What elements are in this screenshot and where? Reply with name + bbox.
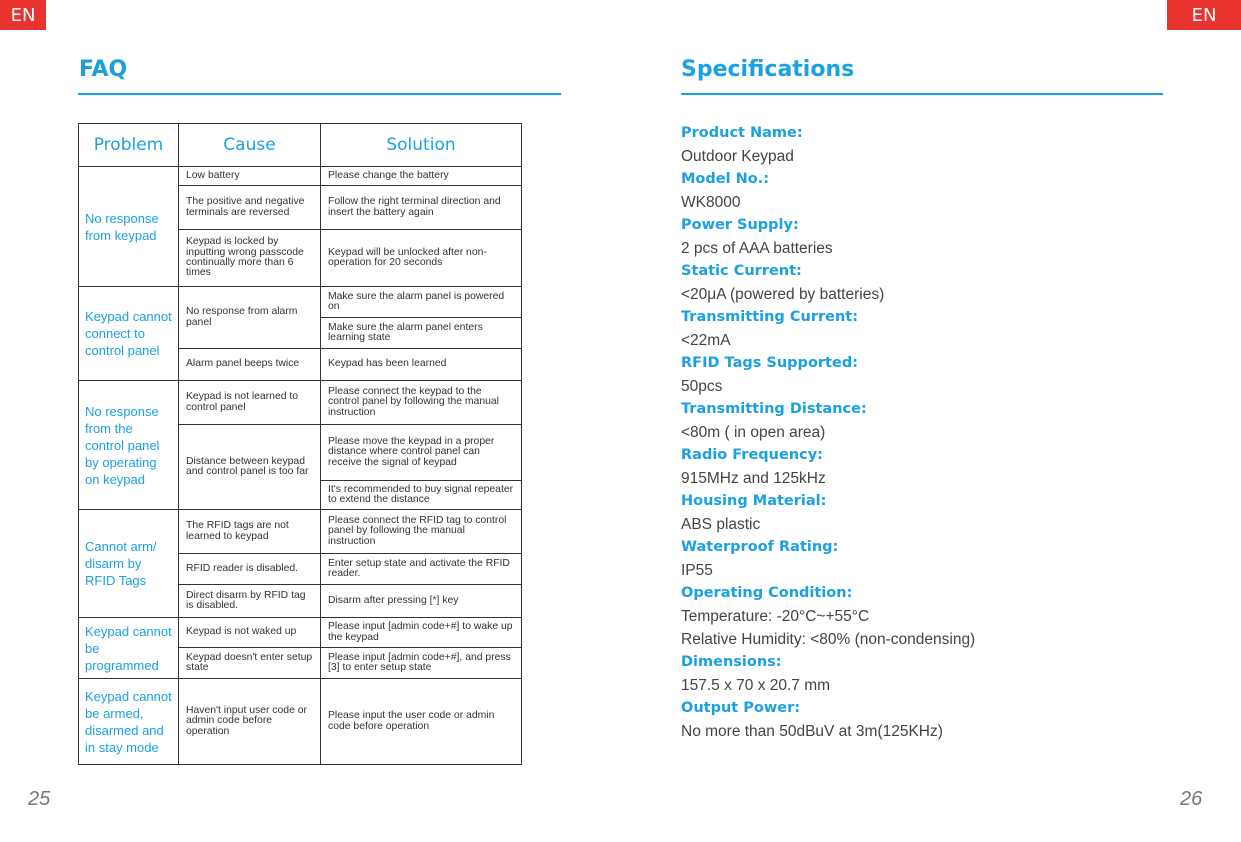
spec-value: IP55 — [681, 562, 713, 579]
table-row — [79, 381, 522, 425]
spec-value: 157.5 x 70 x 20.7 mm — [681, 677, 831, 694]
spec-value: ABS plastic — [681, 516, 761, 533]
cause-cell: Keypad doesn't enter setup state — [179, 648, 321, 679]
cause-cell: Low battery — [179, 167, 321, 186]
spec-item — [681, 536, 1161, 582]
cause-cell: RFID reader is disabled. — [179, 554, 321, 585]
spec-value: Temperature: -20°C~+55°C — [681, 608, 870, 625]
language-badge-right: EN — [1167, 0, 1241, 30]
spec-item — [681, 122, 1161, 168]
spec-item — [681, 352, 1161, 398]
solution-cell: Make sure the alarm panel enters learning state — [321, 318, 522, 349]
cause-cell: No response from alarm panel — [179, 287, 321, 349]
spec-label: Product Name: — [681, 125, 803, 141]
solution-cell: Please input [admin code+#], and press [3] to enter setup state — [321, 648, 522, 679]
spec-label: Transmitting Current: — [681, 309, 859, 325]
header-solution: Solution — [321, 124, 522, 167]
page-number-left: 25 — [28, 788, 51, 810]
table-row — [79, 510, 522, 554]
problem-cell: No response from keypad — [79, 167, 179, 287]
faq-table — [78, 123, 522, 765]
spec-value: Outdoor Keypad — [681, 148, 794, 165]
cause-cell: Keypad is not learned to control panel — [179, 381, 321, 425]
language-badge-left: EN — [0, 0, 46, 30]
solution-cell: Disarm after pressing [*] key — [321, 585, 522, 618]
faq-title-rule — [78, 93, 561, 95]
table-row — [79, 167, 522, 186]
spec-item — [681, 444, 1161, 490]
page-number-right: 26 — [1180, 788, 1203, 810]
spec-label: Power Supply: — [681, 217, 799, 233]
problem-cell: Keypad cannot connect to control panel — [79, 287, 179, 381]
problem-cell: Cannot arm/ disarm by RFID Tags — [79, 510, 179, 618]
cause-cell: Distance between keypad and control panel is too far — [179, 425, 321, 510]
solution-cell: Enter setup state and activate the RFID reader. — [321, 554, 522, 585]
spec-label: Waterproof Rating: — [681, 539, 839, 555]
cause-cell: The RFID tags are not learned to keypad — [179, 510, 321, 554]
cause-cell: Keypad is not waked up — [179, 618, 321, 648]
spec-value: 50pcs — [681, 378, 723, 395]
spec-item — [681, 398, 1161, 444]
problem-cell: Keypad cannot be programmed — [79, 618, 179, 679]
specifications-title-rule — [681, 93, 1163, 95]
spec-item — [681, 214, 1161, 260]
spec-item — [681, 260, 1161, 306]
spec-value: <80m ( in open area) — [681, 424, 826, 441]
spec-value: 2 pcs of AAA batteries — [681, 240, 833, 257]
spec-value: <20μA (powered by batteries) — [681, 286, 885, 303]
spec-label: Output Power: — [681, 700, 801, 716]
solution-cell: Please input the user code or admin code before operation — [321, 679, 522, 765]
spec-item — [681, 651, 1161, 697]
cause-cell: The positive and negative terminals are reversed — [179, 186, 321, 230]
solution-cell: Please connect the RFID tag to control panel by following the manual instruction — [321, 510, 522, 554]
spec-value: WK8000 — [681, 194, 741, 211]
cause-cell: Haven't input user code or admin code before operation — [179, 679, 321, 765]
table-row — [79, 679, 522, 765]
spec-label: Model No.: — [681, 171, 770, 187]
cause-cell: Direct disarm by RFID tag is disabled. — [179, 585, 321, 618]
cause-cell: Keypad is locked by inputting wrong passcode continually more than 6 times — [179, 230, 321, 287]
spec-item — [681, 582, 1161, 651]
spec-item — [681, 697, 1161, 743]
cause-cell: Alarm panel beeps twice — [179, 349, 321, 381]
solution-cell: Follow the right terminal direction and insert the battery again — [321, 186, 522, 230]
spec-label: Housing Material: — [681, 493, 827, 509]
spec-label: Static Current: — [681, 263, 802, 279]
table-row — [79, 287, 522, 318]
spec-item — [681, 490, 1161, 536]
spec-item — [681, 306, 1161, 352]
specifications-list — [681, 122, 1161, 743]
faq-header-row — [79, 124, 522, 167]
header-problem: Problem — [79, 124, 179, 167]
table-row — [79, 618, 522, 648]
spec-label: Radio Frequency: — [681, 447, 823, 463]
specifications-title: Specifications — [681, 57, 855, 82]
problem-cell: Keypad cannot be armed, disarmed and in stay mode — [79, 679, 179, 765]
spec-value: No more than 50dBuV at 3m(125KHz) — [681, 723, 943, 740]
spec-label: RFID Tags Supported: — [681, 355, 858, 371]
spec-label: Transmitting Distance: — [681, 401, 867, 417]
spec-value: <22mA — [681, 332, 731, 349]
spec-item — [681, 168, 1161, 214]
header-cause: Cause — [179, 124, 321, 167]
spec-value: 915MHz and 125kHz — [681, 470, 826, 487]
solution-cell: Make sure the alarm panel is powered on — [321, 287, 522, 318]
solution-cell: Please connect the keypad to the control panel by following the manual instruction — [321, 381, 522, 425]
solution-cell: Please input [admin code+#] to wake up the keypad — [321, 618, 522, 648]
solution-cell: Please move the keypad in a proper distance where control panel can receive the signal of keypad — [321, 425, 522, 481]
solution-cell: Keypad will be unlocked after non-operation for 20 seconds — [321, 230, 522, 287]
problem-cell: No response from the control panel by operating on keypad — [79, 381, 179, 510]
spec-label: Operating Condition: — [681, 585, 853, 601]
solution-cell: Please change the battery — [321, 167, 522, 186]
spec-label: Dimensions: — [681, 654, 782, 670]
faq-title: FAQ — [79, 57, 128, 82]
solution-cell: Keypad has been learned — [321, 349, 522, 381]
solution-cell: It's recommended to buy signal repeater to extend the distance — [321, 481, 522, 510]
spec-value: Relative Humidity: <80% (non-condensing) — [681, 631, 976, 648]
